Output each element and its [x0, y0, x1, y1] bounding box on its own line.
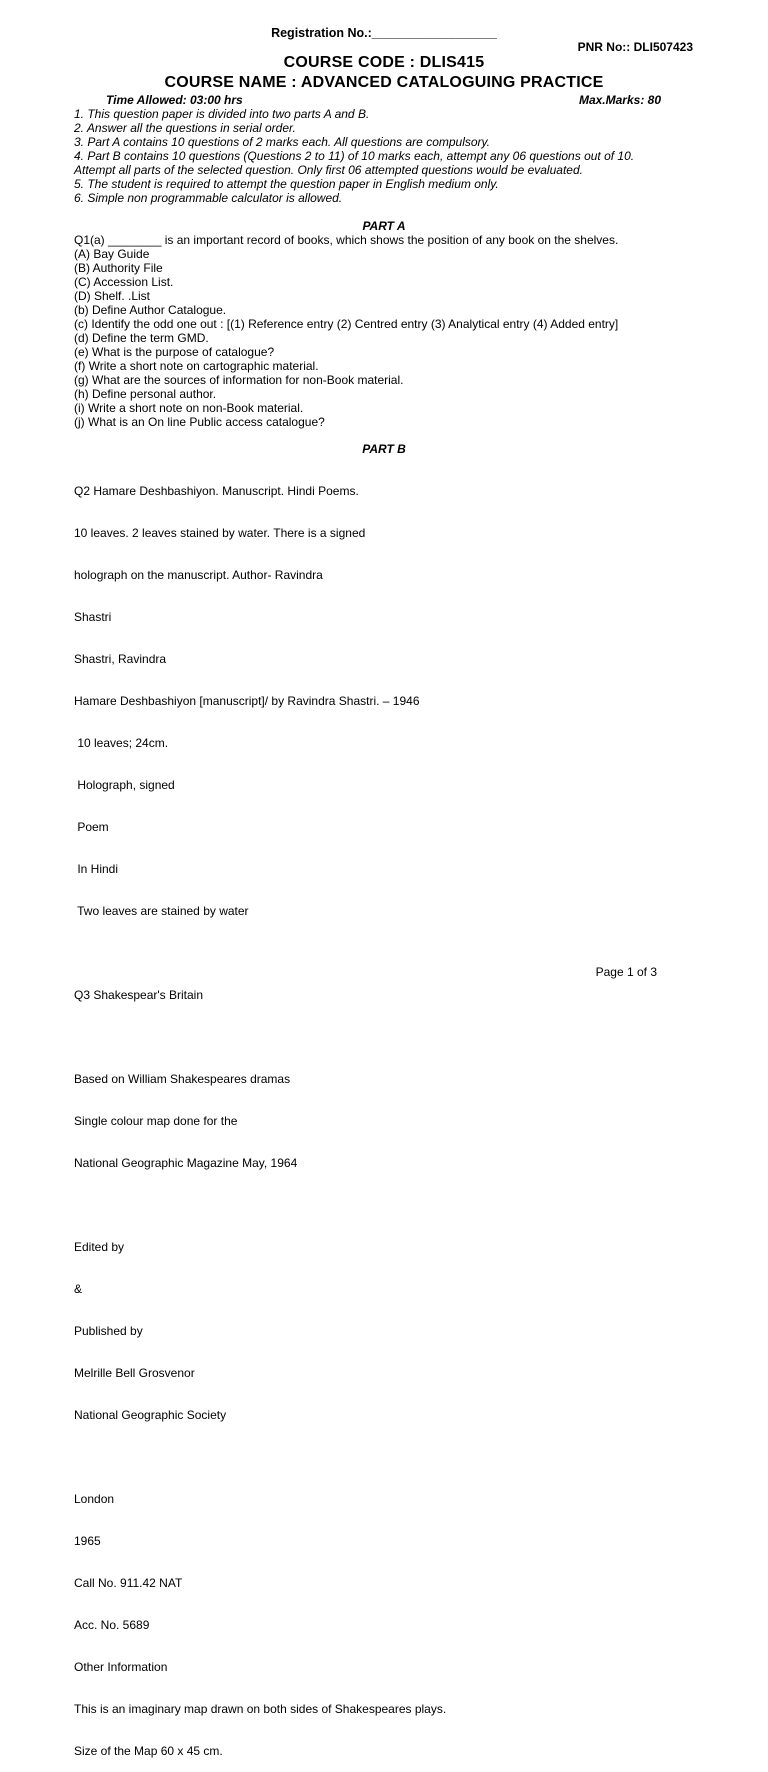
question-line: Holograph, signed — [74, 778, 175, 792]
question-line: Poem — [74, 820, 109, 834]
question-line: Published by — [74, 1324, 143, 1338]
time-allowed: Time Allowed: 03:00 hrs — [106, 93, 243, 107]
question-line: holograph on the manuscript. Author- Ravindra — [74, 568, 323, 582]
question-line: Q2 Hamare Deshbashiyon. Manuscript. Hindi Poems. — [74, 484, 359, 498]
question-line: Other Information — [74, 1660, 168, 1674]
question-line: Shastri, Ravindra — [74, 652, 167, 666]
blank-line — [74, 1450, 446, 1464]
blank-line — [74, 1030, 446, 1044]
question-line: (C) Accession List. — [74, 275, 174, 289]
question-line: Q3 Shakespear's Britain — [74, 988, 204, 1002]
question-line: Hamare Deshbashiyon [manuscript]/ by Ravindra Shastri. – 1946 — [74, 694, 420, 708]
max-marks: Max.Marks: 80 — [578, 93, 661, 107]
question-line: (D) Shelf. .List — [74, 289, 151, 303]
part-a-questions — [74, 233, 618, 429]
question-line: (i) Write a short note on non-Book material. — [74, 401, 304, 415]
question-line: (c) Identify the odd one out : [(1) Reference entry (2) Centred entry (3) Analytical entry (4) Added entry] — [74, 317, 619, 331]
question-line: 1965 — [74, 1534, 101, 1548]
question-line: (e) What is the purpose of catalogue? — [74, 345, 275, 359]
question-line: National Geographic Magazine May, 1964 — [74, 1156, 298, 1170]
question-line: Q1(a) ________ is an important record of books, which shows the position of any book on the shelves. — [74, 233, 619, 247]
question-line: London — [74, 1492, 115, 1506]
blank-line — [74, 946, 446, 960]
part-b-heading: PART B — [362, 442, 406, 456]
question-line: 10 leaves. 2 leaves stained by water. There is a signed — [74, 526, 366, 540]
question-line: (g) What are the sources of information for non-Book material. — [74, 373, 404, 387]
page-number: Page 1 of 3 — [595, 965, 657, 979]
question-line: (d) Define the term GMD. — [74, 331, 209, 345]
question-line: (B) Authority File — [74, 261, 163, 275]
instruction-line: 4. Part B contains 10 questions (Questions 2 to 11) of 10 marks each, attempt any 06 questions out of 10. — [74, 149, 635, 163]
question-line: (j) What is an On line Public access catalogue? — [74, 415, 325, 429]
question-line: Two leaves are stained by water — [74, 904, 249, 918]
part-a-heading: PART A — [362, 219, 406, 233]
instruction-line: Attempt all parts of the selected question. Only first 06 attempted questions would be evaluated. — [74, 163, 583, 177]
course-name: COURSE NAME : ADVANCED CATALOGUING PRACTICE — [164, 74, 604, 91]
question-line: Acc. No. 5689 — [74, 1618, 150, 1632]
instruction-line: 3. Part A contains 10 questions of 2 marks each. All questions are compulsory. — [74, 135, 490, 149]
question-line: National Geographic Society — [74, 1408, 227, 1422]
question-line: Based on William Shakespeares dramas — [74, 1072, 291, 1086]
question-line: This is an imaginary map drawn on both sides of Shakespeares plays. — [74, 1702, 447, 1716]
question-line: In Hindi — [74, 862, 119, 876]
registration-number: Registration No.:__________________ — [271, 26, 497, 40]
question-line: Single colour map done for the — [74, 1114, 238, 1128]
question-line: (f) Write a short note on cartographic material. — [74, 359, 319, 373]
question-line: Edited by — [74, 1240, 125, 1254]
question-line: Size of the Map 60 x 45 cm. — [74, 1744, 223, 1758]
pnr-number: PNR No:: DLI507423 — [577, 40, 693, 54]
instruction-line: 5. The student is required to attempt the question paper in English medium only. — [74, 177, 499, 191]
question-line: Call No. 911.42 NAT — [74, 1576, 183, 1590]
question-line: (A) Bay Guide — [74, 247, 150, 261]
course-code: COURSE CODE : DLIS415 — [283, 54, 485, 71]
instruction-line: 2. Answer all the questions in serial order. — [74, 121, 296, 135]
question-line: (b) Define Author Catalogue. — [74, 303, 227, 317]
instructions — [74, 107, 634, 205]
instruction-line: 1. This question paper is divided into two parts A and B. — [74, 107, 370, 121]
blank-line — [74, 1198, 446, 1212]
question-line: (h) Define personal author. — [74, 387, 217, 401]
question-line: 10 leaves; 24cm. — [74, 736, 169, 750]
question-line: & — [74, 1282, 83, 1296]
part-b-questions — [74, 456, 446, 1772]
instruction-line: 6. Simple non programmable calculator is allowed. — [74, 191, 343, 205]
question-line: Melrille Bell Grosvenor — [74, 1366, 195, 1380]
question-line: Shastri — [74, 610, 112, 624]
